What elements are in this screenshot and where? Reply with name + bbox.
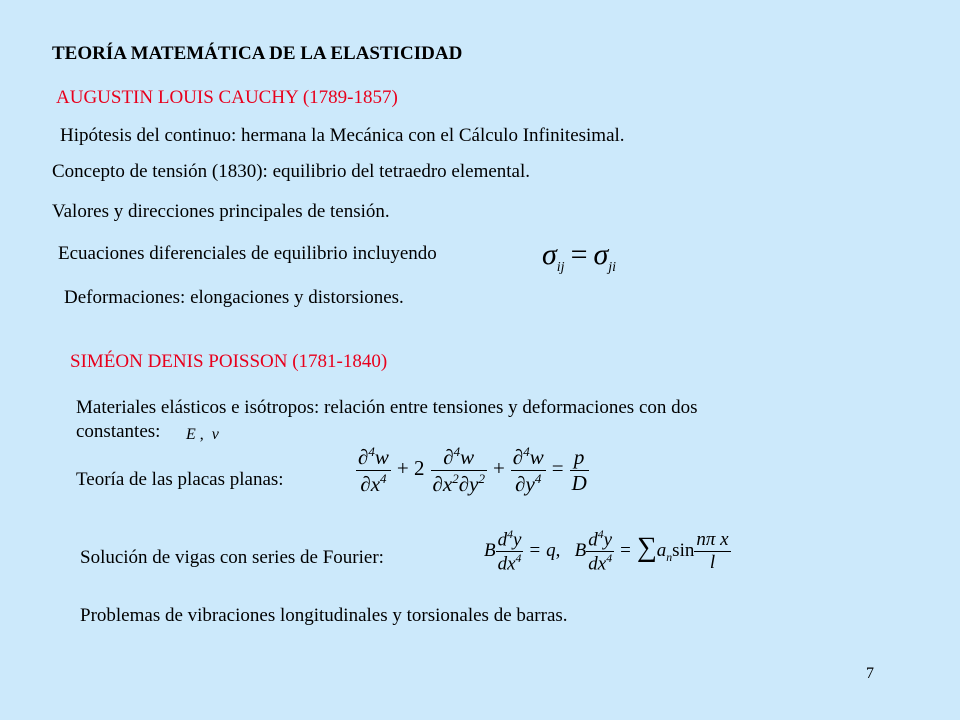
- elastic-constants-formula: E , ν: [186, 426, 219, 443]
- plate-equation: $\frac{\partial^4w}{\partial x^4}$ + 2 $\frac{\partial^4w}{\partial x^2\partial y^2}$ + $\frac{\partial^4w}{\partial y^4}$ = $\frac{p}{D}$: [358, 444, 587, 496]
- slide-title: TEORÍA MATEMÁTICA DE LA ELASTICIDAD: [52, 43, 463, 64]
- cauchy-line-2: Concepto de tensión (1830): equilibrio del tetraedro elemental.: [52, 161, 531, 182]
- cauchy-line-3: Valores y direcciones principales de tensión.: [52, 201, 390, 222]
- page-number: 7: [866, 665, 874, 682]
- poisson-line-1: Materiales elásticos e isótropos: relación entre tensiones y deformaciones con dos: [76, 397, 698, 418]
- cauchy-line-5: Deformaciones: elongaciones y distorsiones.: [64, 287, 404, 308]
- poisson-line-2: constantes:: [76, 421, 161, 442]
- cauchy-line-4: Ecuaciones diferenciales de equilibrio incluyendo: [58, 243, 437, 264]
- stress-symmetry-formula: $\sigma_{ij} = \sigma_{ji}$: [542, 238, 617, 275]
- poisson-line-5: Problemas de vibraciones longitudinales y torsionales de barras.: [80, 605, 568, 626]
- cauchy-line-1: Hipótesis del continuo: hermana la Mecánica con el Cálculo Infinitesimal.: [60, 125, 625, 146]
- poisson-line-4: Solución de vigas con series de Fourier:: [80, 547, 384, 568]
- poisson-line-3: Teoría de las placas planas:: [76, 469, 284, 490]
- poisson-heading: SIMÉON DENIS POISSON (1781-1840): [70, 351, 388, 372]
- cauchy-heading: AUGUSTIN LOUIS CAUCHY (1789-1857): [56, 87, 398, 108]
- beam-equations: B $\frac{d^4y}{dx^4}$ = q, B $\frac{d^4y}{dx^4}$ = $\sum a_n\sin$ $\frac{\text{nπ x}}{l}$: [484, 528, 729, 575]
